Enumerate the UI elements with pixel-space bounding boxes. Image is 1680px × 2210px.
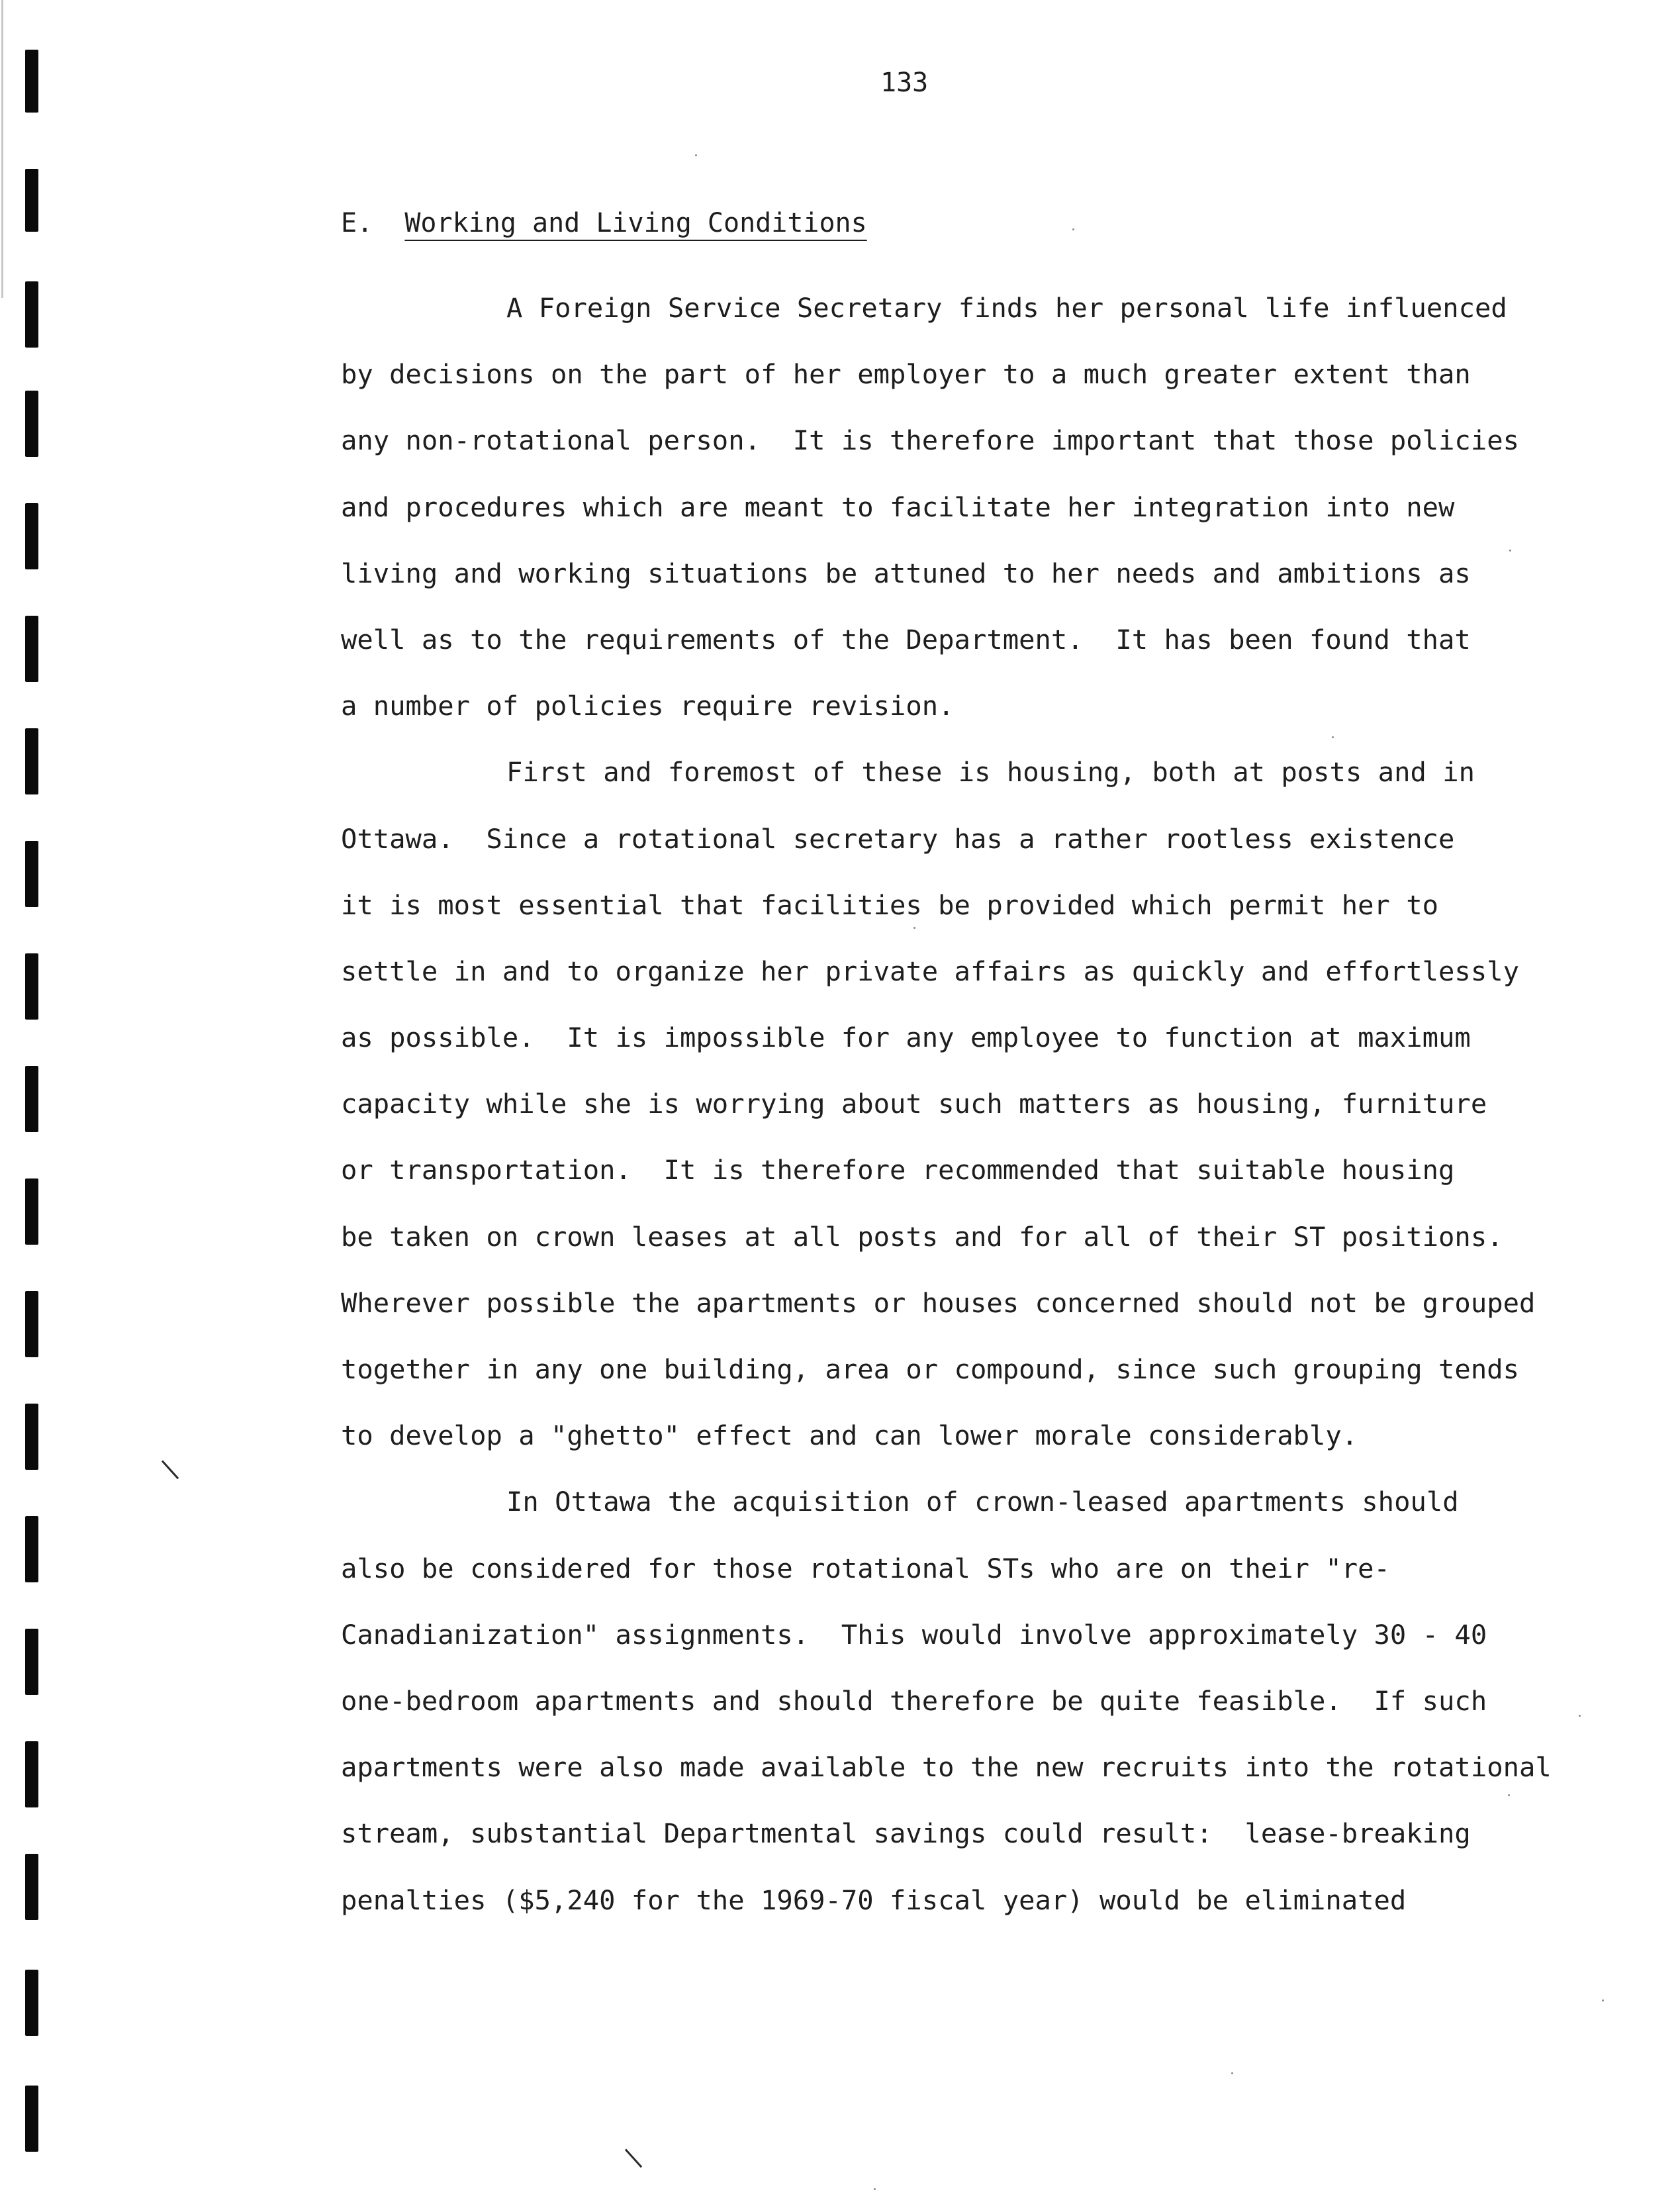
- text-line: Canadianization" assignments. This would involve approximately 30 - 40: [341, 1618, 1487, 1651]
- section-heading: [341, 208, 867, 238]
- text-line: as possible. It is impossible for any employee to function at maximum: [341, 1022, 1471, 1054]
- margin-mark: [25, 1178, 38, 1245]
- margin-mark: [25, 1291, 38, 1357]
- text-line: living and working situations be attuned to her needs and ambitions as: [341, 557, 1471, 589]
- section-title: Working and Living Conditions: [404, 208, 867, 238]
- page-number: 133: [880, 68, 929, 98]
- margin-mark: [25, 841, 38, 907]
- text-line: to develop a "ghetto" effect and can lower morale considerably.: [341, 1419, 1358, 1452]
- margin-mark: [25, 2086, 38, 2152]
- text-line: A Foreign Service Secretary finds her personal life influenced: [506, 292, 1507, 324]
- text-line: In Ottawa the acquisition of crown-leased apartments should: [506, 1486, 1459, 1518]
- text-line: it is most essential that facilities be provided which permit her to: [341, 889, 1439, 921]
- text-line: apartments were also made available to the new recruits into the rotational: [341, 1751, 1552, 1784]
- text-line: Wherever possible the apartments or houses concerned should not be grouped: [341, 1286, 1536, 1319]
- margin-mark: [25, 1741, 38, 1807]
- speck: [1508, 1794, 1510, 1796]
- speck: [695, 154, 697, 156]
- text-line: a number of policies require revision.: [341, 690, 955, 722]
- margin-mark: [25, 728, 38, 794]
- text-line: Ottawa. Since a rotational secretary has a rather rootless existence: [341, 822, 1455, 855]
- speck: [1072, 228, 1074, 230]
- text-line: or transportation. It is therefore recommended that suitable housing: [341, 1154, 1455, 1186]
- margin-mark: [25, 1629, 38, 1695]
- margin-mark: [25, 1854, 38, 1920]
- margin-mark: [25, 953, 38, 1020]
- margin-mark: [25, 1066, 38, 1132]
- margin-mark: [25, 281, 38, 348]
- text-line: capacity while she is worrying about such matters as housing, furniture: [341, 1088, 1487, 1120]
- text-line: any non-rotational person. It is therefore important that those policies: [341, 424, 1519, 457]
- speck: [1579, 1715, 1581, 1717]
- speck: [1602, 1999, 1604, 2001]
- text-line: penalties ($5,240 for the 1969-70 fiscal year) would be eliminated: [341, 1884, 1407, 1916]
- margin-mark: [25, 1404, 38, 1470]
- margin-mark: [25, 169, 38, 232]
- text-line: one-bedroom apartments and should therefore be quite feasible. If such: [341, 1684, 1487, 1717]
- margin-rule: [1, 0, 3, 298]
- speck: [913, 927, 915, 929]
- margin-mark: [25, 1970, 38, 2036]
- margin-mark: [25, 1516, 38, 1582]
- body-text: [341, 275, 1585, 1933]
- margin-mark: [25, 503, 38, 569]
- text-line: well as to the requirements of the Department. It has been found that: [341, 623, 1471, 655]
- margin-mark: [25, 391, 38, 457]
- text-line: also be considered for those rotational STs who are on their "re-: [341, 1552, 1390, 1584]
- text-line: and procedures which are meant to facilitate her integration into new: [341, 491, 1455, 523]
- speck: [1231, 2072, 1233, 2074]
- speck: [1509, 550, 1511, 552]
- stray-mark: [162, 1460, 179, 1479]
- text-line: be taken on crown leases at all posts and for all of their ST positions.: [341, 1220, 1503, 1253]
- section-label: E.: [341, 208, 373, 238]
- margin-mark: [25, 616, 38, 682]
- stray-mark: [625, 2148, 642, 2168]
- text-line: First and foremost of these is housing, both at posts and in: [506, 756, 1475, 789]
- text-line: stream, substantial Departmental savings could result: lease-breaking: [341, 1817, 1471, 1850]
- speck: [874, 2188, 876, 2190]
- text-line: by decisions on the part of her employer to a much greater extent than: [341, 358, 1471, 391]
- text-line: together in any one building, area or compound, since such grouping tends: [341, 1353, 1519, 1385]
- speck: [1332, 736, 1334, 738]
- margin-mark: [25, 50, 38, 113]
- text-line: settle in and to organize her private affairs as quickly and effortlessly: [341, 955, 1519, 987]
